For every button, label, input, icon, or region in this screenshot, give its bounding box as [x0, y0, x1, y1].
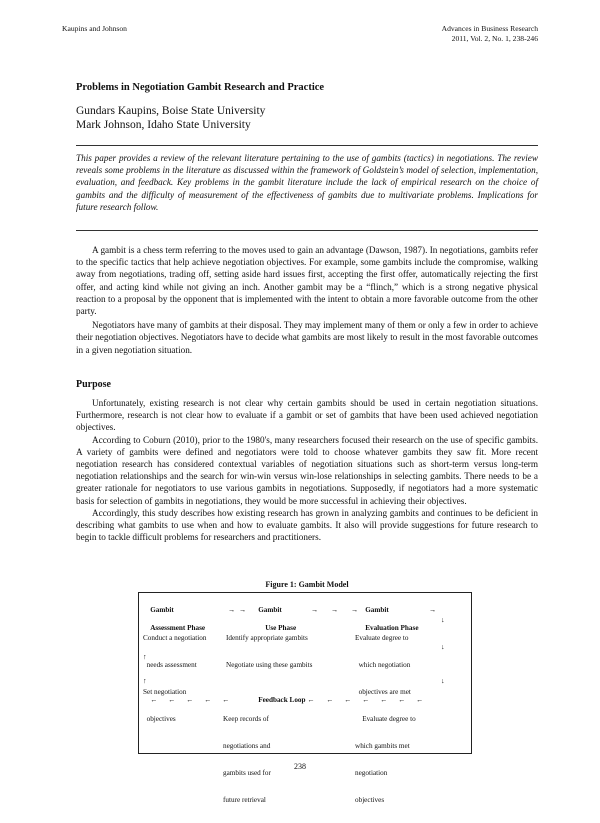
arrow-left-icon: ←	[326, 696, 334, 704]
arrow-right-icon: →	[311, 606, 319, 614]
arrow-left-icon: ←	[150, 696, 158, 704]
running-head-right	[318, 24, 538, 44]
feedback-arrows-right	[319, 687, 423, 714]
page-number: 238	[294, 762, 306, 771]
abstract: This paper provides a review of the relevant literature pertaining to the use of gambits (tactics) in negotiations. The review reveals some problems in the literature as discussed within the framework of Goldstein’s model of selection, implementation, evaluation, and feedback. Key problems in the gambit literature include the lack of empirical research on the choice of gambits and the difficulty of measurement of the effectiveness of gambits due to multivariate problems. Implications for future research follow.	[76, 153, 538, 212]
body-paragraph: Accordingly, this study describes how existing research has grown in analyzing gambits and continues to be deficient in describing what gambits to use when and how to evaluate gambits. It also will provide suggestions for future research to begin to tackle difficult problems for researchers and practitioners.	[76, 507, 538, 543]
arrow-left-icon: ←	[204, 696, 212, 704]
feedback-items: Keep records of negotiations and gambits used for future retrieval	[223, 715, 271, 804]
section-heading: Purpose	[76, 379, 111, 390]
intro-section	[76, 244, 538, 356]
abstract-top-rule	[76, 145, 538, 146]
journal-name: Advances in Business Research	[441, 24, 538, 33]
author-list	[76, 104, 265, 132]
arrow-up-icon: ↑	[143, 653, 147, 661]
arrow-right-icon: →	[228, 606, 236, 614]
figure-caption: Figure 1: Gambit Model	[265, 580, 349, 589]
arrow-down-icon: ↓	[441, 616, 445, 624]
arrow-left-icon: ←	[307, 696, 315, 704]
evaluation-phase-header: Gambit Evaluation Phase	[365, 606, 419, 632]
running-head-left: Kaupins and Johnson	[62, 24, 127, 33]
arrow-left-icon: ←	[398, 696, 406, 704]
arrow-right-icon: →	[429, 606, 437, 614]
arrow-left-icon: ←	[186, 696, 194, 704]
arrow-left-icon: ←	[168, 696, 176, 704]
body-paragraph: A gambit is a chess term referring to the moves used to gain an advantage (Dawson, 1987). In negotiations, gambits refer to the specific tactics that help achieve negotiation objectives. For example, some gambits include the compromise, walking away from negotiations, trading off, setting aside hard issues first, accepting the first offer, automatically rejecting the first offer, and acting kind while not giving an inch. Another gambit may be a “flinch,” which is a strong negative physical reaction to a proposal by the opponent that is implemented with the intent to obtain a more favorable outcome from the other party.	[76, 245, 538, 317]
arrow-left-icon: ←	[416, 696, 424, 704]
author-1: Gundars Kaupins, Boise State University	[76, 105, 266, 117]
assessment-phase-header: Gambit Assessment Phase	[150, 606, 206, 632]
abstract-bottom-rule	[76, 230, 538, 231]
arrow-left-icon: ←	[222, 696, 230, 704]
body-paragraph: According to Coburn (2010), prior to the 1980's, many researchers focused their research on the use of specific gambits. A variety of gambits were defined and negotiators were told to choose whatever gambits they saw fit. More recent negotiation research has considered contextual variables of negotiation situations such as short-term versus long-term negotiation relationships and the search for win-win versus win-lose relationships in selecting gambits. There needs to be a greater rationale for negotiators to use various gambits in negotiations. Supposedly, if negotiators had a more systematic basis for selection of gambits in negotiations, they would be more successful in achieving their objectives.	[76, 434, 538, 506]
arrow-down-icon: ↓	[441, 643, 445, 651]
arrow-right-icon: →	[351, 606, 359, 614]
arrow-left-icon: ←	[362, 696, 370, 704]
purpose-section	[76, 397, 538, 543]
arrow-down-icon: ↓	[441, 677, 445, 685]
body-paragraph: Negotiators have many of gambits at their disposal. They may implement many of them or only a few in order to achieve their negotiation objectives. Negotiators have to decide what gambits are most likely to result in the most favorable outcomes in a given negotiation situation.	[76, 320, 538, 355]
feedback-arrows-left	[143, 687, 229, 714]
journal-volume: 2011, Vol. 2, No. 1, 238-246	[451, 34, 538, 43]
body-paragraph: Unfortunately, existing research is not clear why certain gambits should be used in certain negotiation situations. Furthermore, research is not clear how to evaluate if a gambit or set of gambits that have been used achieved negotiation objectives.	[76, 398, 538, 433]
paper-title: Problems in Negotiation Gambit Research and Practice	[76, 82, 325, 93]
arrow-left-icon: ←	[344, 696, 352, 704]
author-2: Mark Johnson, Idaho State University	[76, 119, 251, 131]
arrow-right-icon: →	[331, 606, 339, 614]
use-phase-header: Gambit Use Phase	[258, 606, 297, 632]
assessment-items: Conduct a negotiation needs assessment Set negotiation objectives	[143, 634, 207, 723]
arrow-right-icon: →	[239, 606, 247, 614]
arrow-left-icon: ←	[380, 696, 388, 704]
use-items: Identify appropriate gambits Negotiate using these gambits	[226, 634, 313, 669]
feedback-loop-header: Feedback Loop ←	[258, 696, 315, 704]
evaluation-items: Evaluate degree to which negotiation objectives are met Evaluate degree to which gambits met negotiation objectives	[355, 634, 416, 804]
arrow-up-icon: ↑	[143, 677, 147, 685]
